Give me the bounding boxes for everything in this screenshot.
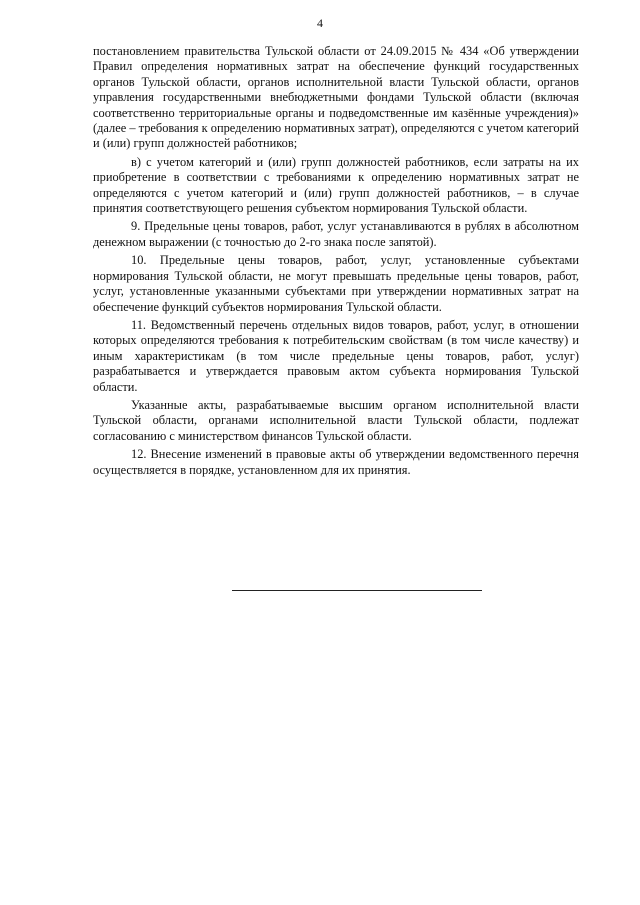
paragraph-clause-11: 11. Ведомственный перечень отдельных видов товаров, работ, услуг, в отношении которых определяются требования к потребительским свойствам (в том числе качеству) и иным характеристикам (в том числе предельные цены товаров, работ, услуг) разрабатывается и утверждается правовым актом субъекта нормирования Тульской области.: [93, 317, 579, 394]
page-number: 4: [317, 16, 323, 30]
paragraph-clause-10: 10. Предельные цены товаров, работ, услуг, установленные субъектами нормирования Тульской области, не могут превышать предельные цены товаров, работ, услуг, установленные указанными субъектами при утверждении нормативных затрат на обеспечение функций субъектов нормирования Тульской области.: [93, 253, 579, 314]
end-of-document-line: [232, 590, 482, 591]
document-body: [93, 44, 579, 478]
paragraph-clause-12: 12. Внесение изменений в правовые акты об утверждении ведомственного перечня осуществляется в порядке, установленном для их принятия.: [93, 447, 579, 477]
paragraph-continuation: постановлением правительства Тульской области от 24.09.2015 № 434 «Об утверждении Правил определения нормативных затрат на обеспечение функций государственных органов Тульской области, органов исполнительной власти Тульской области, органов управления государственными внебюджетными фондами Тульской области (включая соответственно территориальные органы и подведомственные им казённые учреждения)» (далее – требования к определению нормативных затрат), определяются с учетом категорий и (или) групп должностей работников;: [93, 44, 579, 151]
paragraph-clause-9: 9. Предельные цены товаров, работ, услуг устанавливаются в рублях в абсолютном денежном выражении (с точностью до 2-го знака после запятой).: [93, 219, 579, 249]
paragraph-acts-approval: Указанные акты, разрабатываемые высшим органом исполнительной власти Тульской области, органами исполнительной власти Тульской области, подлежат согласованию с министерством финансов Тульской области.: [93, 397, 579, 443]
paragraph-item-v: в) с учетом категорий и (или) групп должностей работников, если затраты на их приобретение в соответствии с требованиями к определению нормативных затрат не определяются с учетом категорий и (или) групп должностей работников, – в случае принятия соответствующего решения субъектом нормирования Тульской области.: [93, 154, 579, 216]
